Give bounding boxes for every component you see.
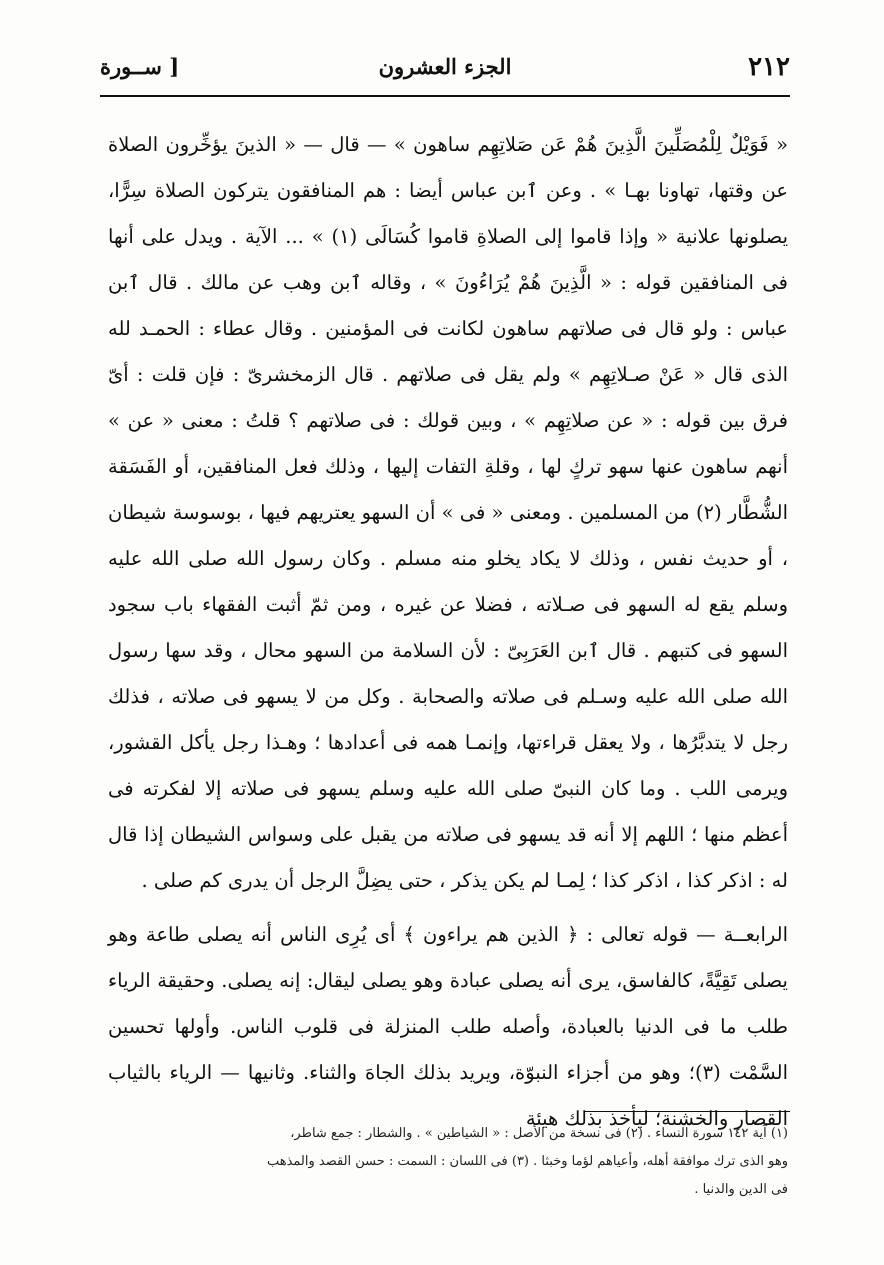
surah-label: [ ســورة — [100, 54, 180, 79]
paragraph-2: الرابعــة — قوله تعالى : ﴿ الذين هم يراءون ﴾ أى يُرِى الناس أنه يصلى طاعة وهو يصلى تَقِيَّةً، كالفاسق، يرى أنه يصلى عبادة وهو يصلى ليقال: إنه يصلى. وحقيقة الرياء طلب ما فى الدنيا بالعبادة، وأصله طلب المنزلة فى قلوب الناس. وأولها تحسين السَّمْت (٣)؛ وهو من أجزاء النبوّة، ويريد بذلك الجاهَ والثناء. وثانيها — الرياء بالثياب القصار والخشنة؛ ليأخذ بذلك هيئة — [108, 923, 788, 1130]
main-text — [108, 122, 788, 1142]
footnote-line-3: فى الدين والدنيا . — [694, 1182, 788, 1197]
footnotes — [108, 1120, 788, 1204]
footnote-line-1: (١) آية ١٤٢ سورة النساء . (٢) فى نسخة من الأصل : « الشياطين » . والشطار : جمع شاطر، — [290, 1126, 788, 1141]
page-header — [100, 52, 790, 92]
header-divider — [100, 95, 790, 97]
footnote-divider — [585, 1111, 790, 1112]
paragraph-1: « فَوَيْلٌ لِلْمُصَلِّينَ الَّذِينَ هُمْ عَن صَلاتِهِم ساهون » — قال — « الذينَ يؤخِّرون الصلاة عن وقتها، تهاونا بهـا » . وعن ٱبن عباس أيضا : هم المنافقون يتركون الصلاة سِرًّا، يصلونها علانية « وإذا قاموا إلى الصلاةِ قاموا كُسَالَى (١) » ... الآية . ويدل على أنها فى المنافقين قوله : « الَّذِينَ هُمْ يُرَاءُونَ » ، وقاله ٱبن وهب عن مالك . قال ٱبن عباس : ولو قال فى صلاتهم ساهون لكانت فى المؤمنين . وقال عطاء : الحمـد لله الذى قال « عَنْ صـلاتِهِم » ولم يقل فى صلاتهم . قال الزمخشرىّ : فإن قلت : أىّ فرق بين قوله : « عن صلاتِهِم » ، وبين قولك : فى صلاتهم ؟ قلتُ : معنى « عن » أنهم ساهون عنها سهو تركٍ لها ، وقلةِ التفات إليها ، وذلك فعل المنافقين، أو الفَسَقة الشُّطَّار (٢) من المسلمين . ومعنى « فى » أن السهو يعتريهم فيها ، بوسوسة شيطان ، أو حديث نفس ، وذلك لا يكاد يخلو منه مسلم . وكان رسول الله صلى الله عليه وسلم يقع له السهو فى صـلاته ، فضلا عن غيره ، ومن ثمّ أثبت الفقهاء باب سجود السهو فى كتبهم . قال ٱبن العَرَبِىّ : لأن السلامة من السهو محال ، وقد سها رسول الله صلى الله عليه وسـلم فى صلاته والصحابة . وكل من لا يسهو فى صلاته ، فذلك رجل لا يتدبَّرُها ، ولا يعقل قراءتها، وإنمـا همه فى أعدادها ؛ وهـذا رجل يأكل القشور، ويرمى اللب . وما كان النبىّ صلى الله عليه وسلم يسهو فى صلاته إلا لفكرته فى أعظم منها ؛ اللهم إلا أنه قد يسهو فى صلاته من يقبل على وسواس الشيطان إذا قال له : اذكر كذا ، اذكر كذا ؛ لِمـا لم يكن يذكر ، حتى يضِلَّ الرجل أن يدرى كم صلى . — [108, 133, 789, 892]
page-number: ٢١٢ — [748, 52, 790, 82]
running-title: الجزء العشرون — [378, 54, 512, 79]
footnote-line-2: وهو الذى ترك موافقة أهله، وأعياهم لؤما وخبثا . (٣) فى اللسان : السمت : حسن القصد والمذهب — [266, 1154, 788, 1169]
